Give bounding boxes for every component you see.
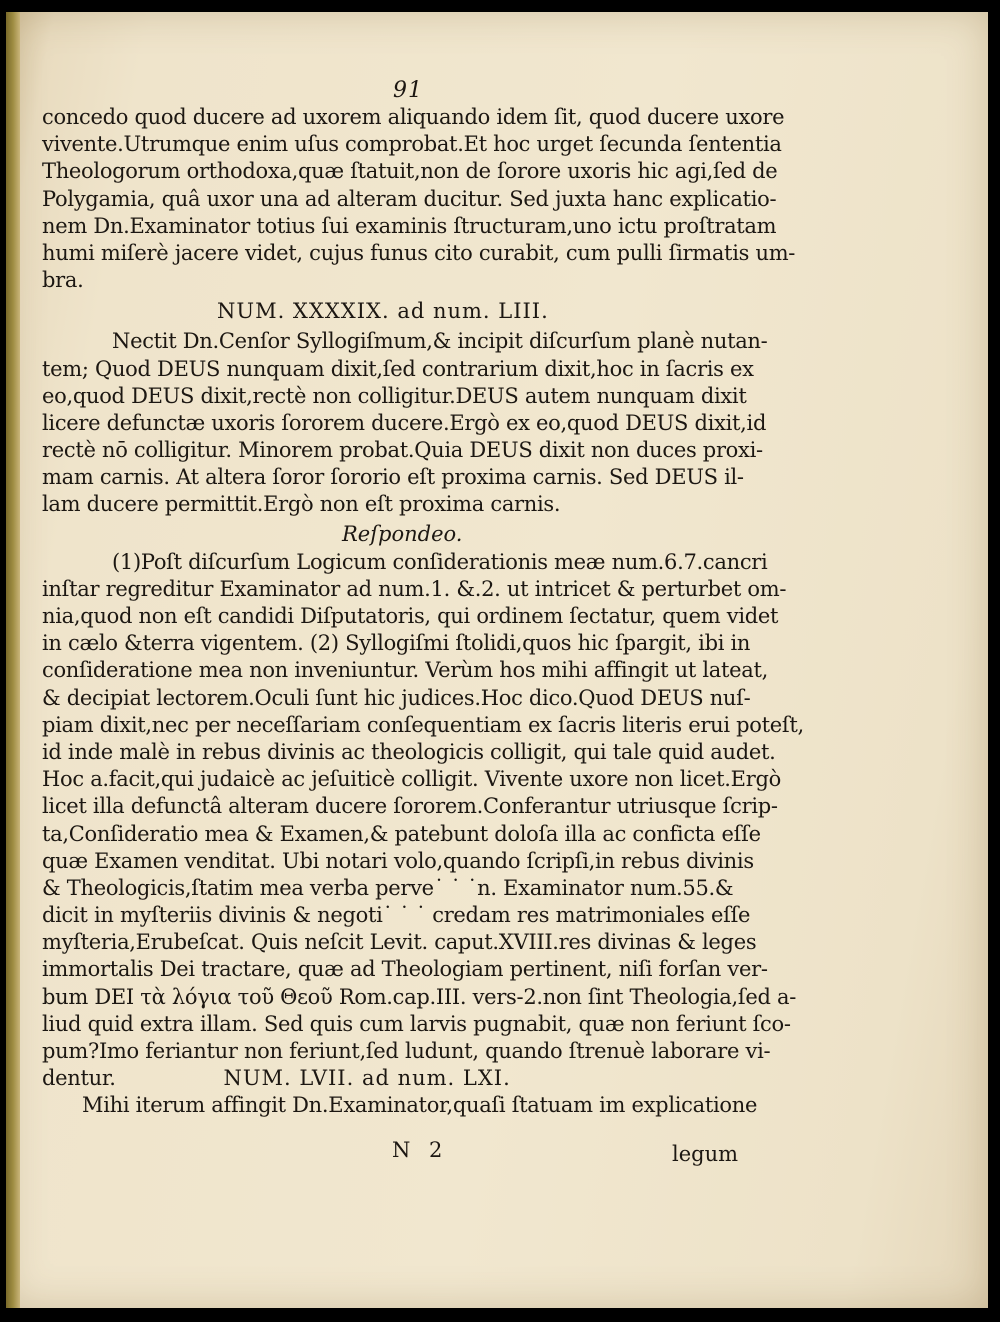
signature-mark: N 2: [392, 1138, 449, 1162]
text-line-with-heading: [42, 1065, 762, 1092]
text-line: & decipiat lectorem.Oculi ſunt hic judices.Hoc dico.Quod DEUS nuſ-: [42, 685, 751, 710]
respondeo-subheading: Reſpondeo.: [342, 521, 463, 546]
text-line: Mihi iterum affingit Dn.Examinator,quaſi ſtatuam im explicatione: [82, 1093, 758, 1118]
section-heading: NUM. XXXXIX. ad num. LIII.: [217, 299, 549, 324]
text-line: ta,Conſideratio mea & Examen,& patebunt doloſa illa ac conficta eſſe: [42, 821, 761, 846]
text-line: id inde malè in rebus divinis ac theologicis colligit, qui tale quid audet.: [42, 739, 776, 764]
section-heading: NUM. LVII. ad num. LXI.: [223, 1066, 511, 1091]
text-line: humi miſerè jacere videt, cujus funus cito curabit, cum pulli ſirmatis um-: [42, 240, 796, 265]
text-line: immortalis Dei tractare, quæ ad Theologiam pertinent, niſi forſan ver-: [42, 957, 768, 982]
text-line: in cælo &terra vigentem. (2) Syllogiſmi ſtolidi,quos hic ſpargit, ibi in: [42, 631, 751, 656]
book-spine-edge: [6, 12, 20, 1308]
line-word: dentur.: [42, 1066, 116, 1091]
text-line: & Theologicis,ſtatim mea verba perve˙ ˙ ˙n. Examinator num.55.&: [42, 875, 734, 900]
text-line: pum?Imo feriantur non feriunt,ſed ludunt, quando ſtrenuè laborare vi-: [42, 1039, 771, 1063]
text-line: bra.: [42, 268, 84, 293]
text-line: mam carnis. At altera ſoror ſororio eſt proxima carnis. Sed DEUS il-: [42, 465, 744, 490]
page-number: 91: [393, 78, 423, 103]
text-line: dicit in myſteriis divinis & negoti˙ ˙ ˙ credam res matrimoniales eſſe: [42, 903, 751, 928]
text-line: nem Dn.Examinator totius ſui examinis ſtructuram,uno ictu proſtratam: [42, 213, 777, 238]
text-line: Nectit Dn.Cenſor Syllogiſmum,& incipit diſcurſum planè nutan-: [112, 329, 768, 354]
text-line: concedo quod ducere ad uxorem aliquando idem ſit, quod ducere uxore: [42, 105, 785, 129]
catchword: legum: [672, 1142, 739, 1166]
text-line: tem; Quod DEUS nunquam dixit,ſed contrarium dixit,hoc in ſacris ex: [42, 356, 754, 381]
text-line: nia,quod non eſt candidi Diſputatoris, qui ordinem ſectatur, quem videt: [42, 604, 779, 628]
paragraph-syllogism: [42, 328, 768, 518]
text-line: (1)Poſt diſcurſum Logicum conſiderationis meæ num.6.7.cancri: [112, 549, 768, 574]
text-line: eo,quod DEUS dixit,rectè non colligitur.DEUS autem nunquam dixit: [42, 383, 747, 408]
text-line: licet illa defunctâ alteram ducere ſororem.Conferantur utriusque ſcrip-: [42, 794, 778, 819]
paragraph-response: [42, 549, 804, 1093]
text-line: myſteria,Erubeſcat. Quis neſcit Levit. caput.XVIII.res divinas & leges: [42, 930, 757, 955]
text-line: lam ducere permittit.Ergò non eſt proxima carnis.: [42, 492, 561, 517]
text-line: liud quid extra illam. Sed quis cum larvis pugnabit, quæ non feriunt ſco-: [42, 1011, 791, 1036]
text-line: Theologorum orthodoxa,quæ ſtatuit,non de ſorore uxoris hic agi,ſed de: [42, 159, 778, 184]
text-line: licere defunctæ uxoris ſororem ducere.Ergò ex eo,quod DEUS dixit,id: [42, 410, 767, 435]
text-line: quæ Examen venditat. Ubi notari volo,quando ſcripſi,in rebus divinis: [42, 848, 754, 873]
text-line: Hoc a.facit,qui judaicè ac jeſuiticè colligit. Vivente uxore non licet.Ergò: [42, 767, 781, 792]
text-line: rectè nō colligitur. Minorem probat.Quia DEUS dixit non duces proxi-: [42, 438, 763, 463]
text-line: conſideratione mea non inveniuntur. Verùm hos mihi affingit ut lateat,: [42, 658, 768, 683]
text-line: piam dixit,nec per neceſſariam conſequentiam ex ſacris literis erui poteſt,: [42, 712, 804, 737]
text-line: vivente.Utrumque enim uſus comprobat.Et hoc urget ſecunda ſententia: [42, 132, 782, 157]
page-footer: [42, 1138, 762, 1168]
text-line: bum DEI τὰ λόγια τοῦ Θεοῦ Rom.cap.III. vers-2.non ſint Theologia,ſed a-: [42, 984, 797, 1009]
main-text-block: [42, 78, 804, 1120]
text-line: inſtar regreditur Examinator ad num.1. &.2. ut intricet & perturbet om-: [42, 576, 787, 601]
text-line: Polygamia, quâ uxor una ad alteram ducitur. Sed juxta hanc explicatio-: [42, 186, 777, 211]
paragraph-continued: [42, 104, 796, 294]
